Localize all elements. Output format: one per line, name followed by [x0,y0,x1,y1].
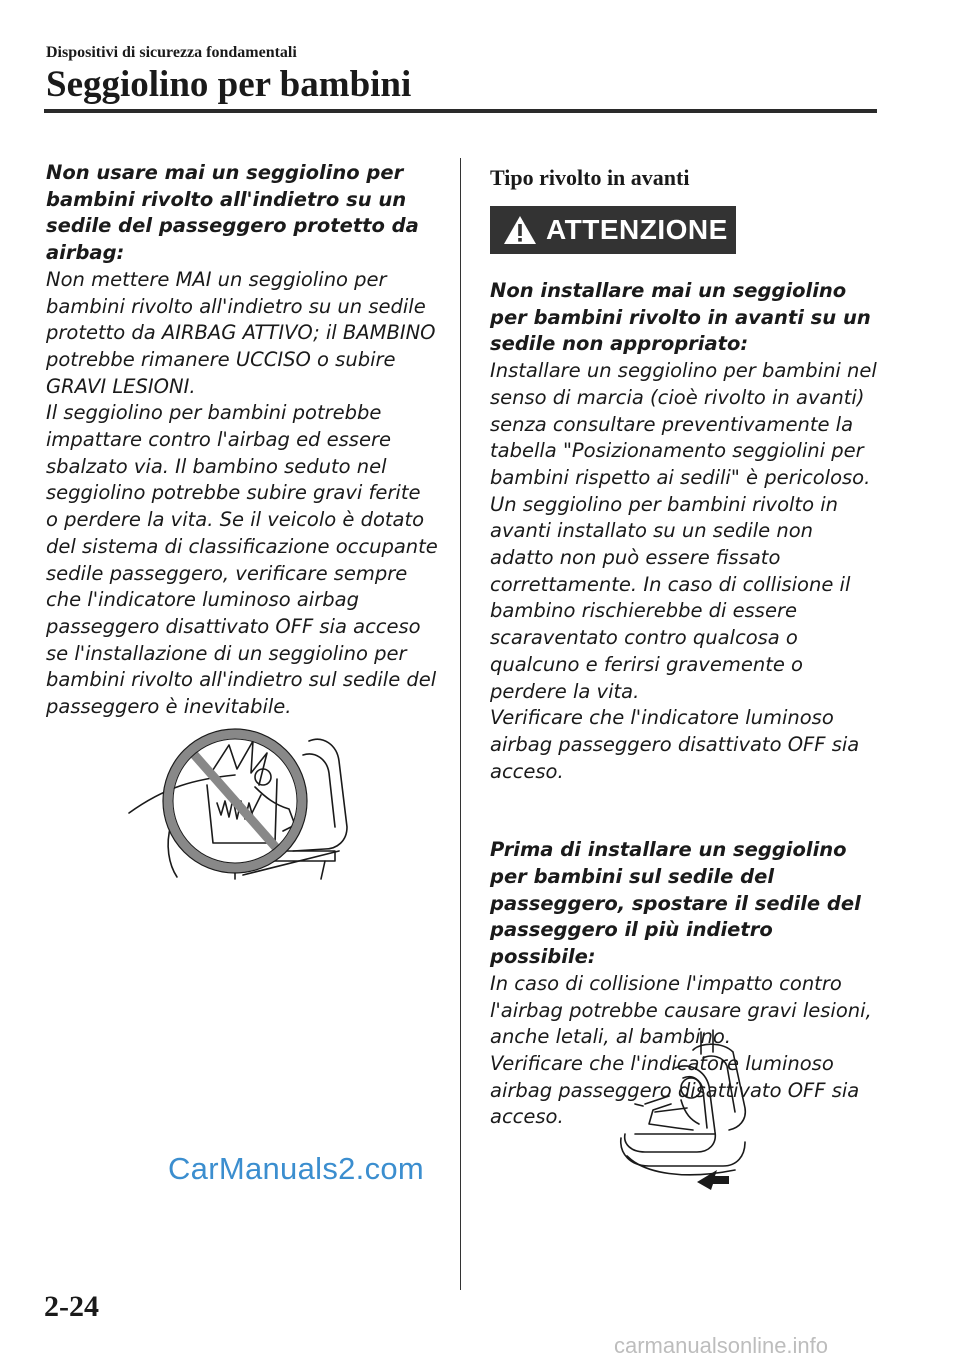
rear-facing-warning-lead: Non usare mai un seggiolino per bambini rivolto all'indietro su un sedile del passeggero protetto da airbag: [46,161,419,265]
section-label: Dispositivi di sicurezza fondamentali [46,44,297,61]
rear-facing-seat-prohibited-illustration [125,715,357,885]
warning-triangle-icon [502,214,538,246]
left-column [46,160,438,721]
rear-facing-warning [46,160,438,721]
forward-facing-seat-illustration [605,1024,755,1194]
caution-label: ATTENZIONE [546,214,728,245]
forward-facing-warning [490,278,882,785]
rear-facing-warning-body-2: Il seggiolino per bambini potrebbe impattare contro l'airbag ed essere sbalzato via. Il bambino seduto nel seggiolino potrebbe subire gravi ferite o perdere la vita. Se il veicolo è dotato del sistema di classificazione occupante sedile passeggero, verificare sempre che l'indicatore luminoso airbag passeggero disattivato OFF sia acceso se l'installazione di un seggiolino per bambini rivolto all'indietro sul sedile del passeggero è inevitabile. [46,401,438,719]
page-number: 2-24 [44,1290,99,1323]
header-rule [44,109,877,113]
section-heading-forward-facing: Tipo rivolto in avanti [490,165,690,190]
page-title: Seggiolino per bambini [46,64,412,105]
rear-facing-warning-body-1: Non mettere MAI un seggiolino per bambini rivolto all'indietro su un sedile protetto da AIRBAG ATTIVO; il BAMBINO potrebbe rimanere UCCISO o subire GRAVI LESIONI. [46,267,436,398]
forward-facing-warning-lead: Non installare mai un seggiolino per bambini rivolto in avanti su un sedile non appropriato: [490,279,871,356]
forward-facing-warning-body-1: Installare un seggiolino per bambini nel senso di marcia (cioè rivolto in avanti) senza consultare preventivamente la tabella "Posizionamento seggiolini per bambini rispetto ai sedili" è pericoloso. Un seggiolino per bambini rivolto in avanti installato su un sedile non adatto non può essere fissato correttamente. In caso di collisione il bambino rischierebbe di essere scaraventato contro qualcosa o qualcuno e ferirsi gravemente o perdere la vita. [490,359,877,703]
right-column [490,160,882,1131]
seat-position-warning-body-2: Verificare che l'indicatore luminoso airbag passeggero disattivato OFF sia acceso. [490,1051,860,1129]
seat-position-warning-lead: Prima di installare un seggiolino per bambini sul sedile del passeggero, spostare il sedile del passeggero il più indietro possibile: [490,838,861,969]
forward-facing-warning-body-2: Verificare che l'indicatore luminoso airbag passeggero disattivato OFF sia acceso. [490,706,860,783]
seat-position-warning-body-1: In caso di collisione l'impatto contro l'airbag potrebbe causare gravi lesioni, anche letali, al bambino. [490,971,872,1049]
watermark-carmanualsonline: carmanualsonline.info [614,1333,829,1358]
caution-banner [490,206,736,254]
watermark-carmanuals2: CarManuals2.com [168,1151,425,1186]
column-divider [460,158,461,1290]
